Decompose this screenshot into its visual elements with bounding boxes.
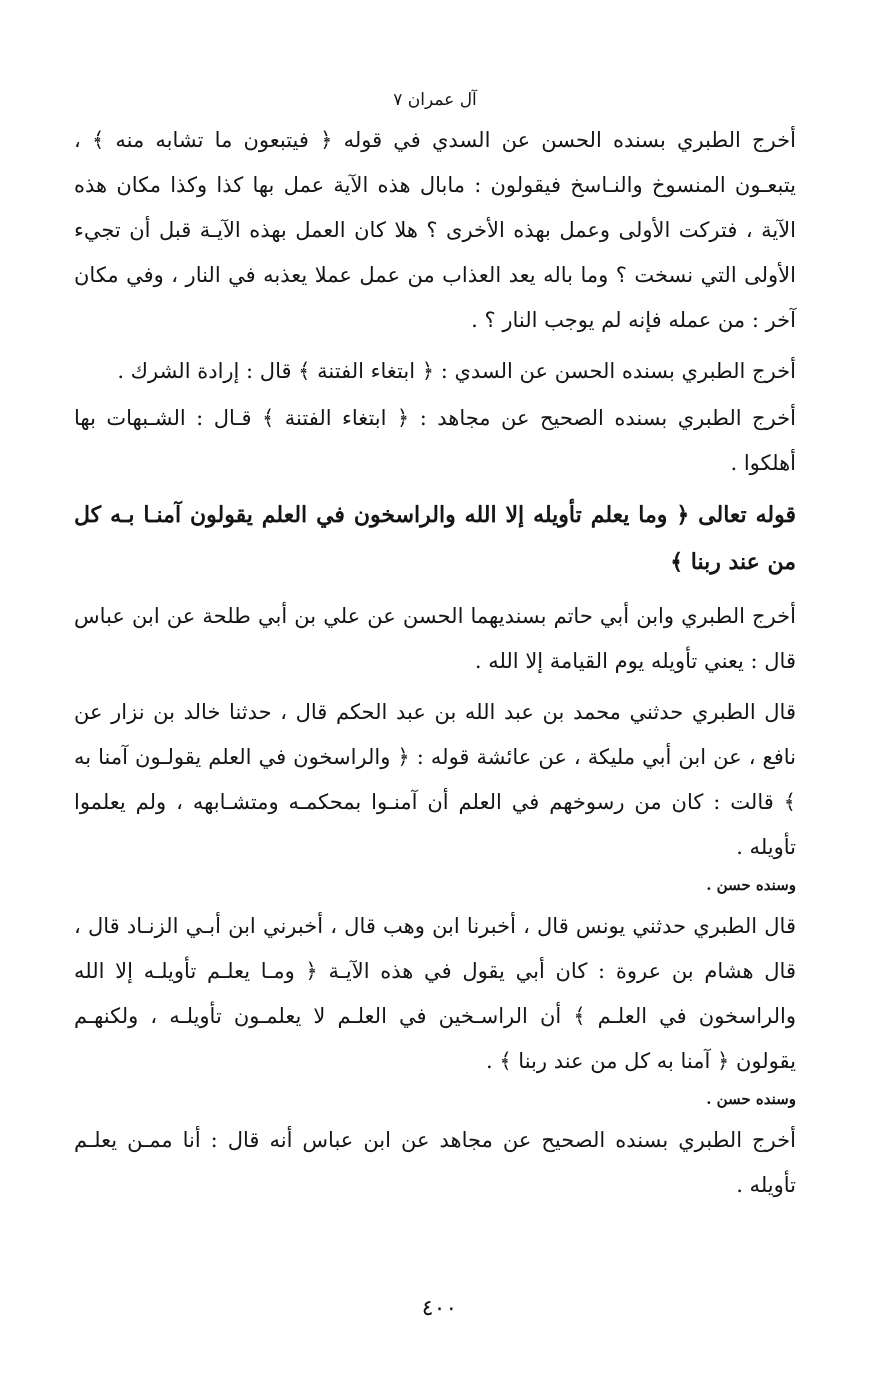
paragraph-2: أخرج الطبري بسنده الحسن عن السدي : ﴿ ابتغاء الفتنة ﴾ قال : إرادة الشرك . <box>117 359 796 383</box>
paragraph-4: أخرج الطبري وابن أبي حاتم بسنديهما الحسن عن علي بن أبي طلحة عن ابن عباس قال : يعني تأويله يوم القيامة إلا الله . <box>74 604 796 673</box>
paragraph-5: قال الطبري حدثني محمد بن عبد الله بن عبد الحكم قال ، حدثنا خالد بن نزار عن نافع ، عن ابن أبي مليكة ، عن عائشة قوله : ﴿ والراسخون في العلم يقولـون آمنا به ﴾ قالت : كان من رسوخهم في العلم أن آمنـوا بمحكمـه ومتشـابهه ، ولم يعلموا تأويله . <box>74 700 796 859</box>
running-header: آل عمران ٧ <box>393 90 477 110</box>
page-number: ٤٠٠ <box>421 1296 458 1321</box>
paragraph-3: أخرج الطبري بسنده الصحيح عن مجاهد : ﴿ ابتغاء الفتنة ﴾ قـال : الشـبهات بها أهلكوا . <box>74 406 796 475</box>
isnad-grade-1: وسنده حسن . <box>706 876 796 894</box>
paragraph-7: أخرج الطبري بسنده الصحيح عن مجاهد عن ابن عباس أنه قال : أنا ممـن يعلـم تأويله . <box>74 1128 796 1197</box>
verse-heading: قوله تعالى ﴿ وما يعلم تأويله إلا الله والراسخون في العلم يقولون آمنـا بـه كل من عند ربنا ﴾ <box>74 502 796 575</box>
isnad-grade-2: وسنده حسن . <box>706 1090 796 1108</box>
page-body <box>74 88 796 1214</box>
paragraph-1: أخرج الطبري بسنده الحسن عن السدي في قوله ﴿ فيتبعون ما تشابه منه ﴾ ، يتبعـون المنسوخ والنـاسخ فيقولون : مابال هذه الآية عمل بها كذا وكذا مكان هذه الآية ، فتركت الأولى وعمل بهذه الأخرى ؟ هلا كان العمل بهذه الآيـة قبل أن تجيء الأولى التي نسخت ؟ وما باله يعد العذاب من عمل عملا يعذبه في النار ، وفي مكان آخر : من عمله فإنه لم يوجب النار ؟ . <box>74 128 796 332</box>
paragraph-6: قال الطبري حدثني يونس قال ، أخبرنا ابن وهب قال ، أخبرني ابن أبـي الزنـاد قال ، قال هشام بن عروة : كان أبي يقول في هذه الآيـة ﴿ ومـا يعلـم تأويلـه إلا الله والراسخون في العلـم ﴾ أن الراسـخين في العلـم لا يعلمـون تأويلـه ، ولكنهـم يقولون ﴿ آمنا به كل من عند ربنا ﴾ . <box>74 914 796 1073</box>
